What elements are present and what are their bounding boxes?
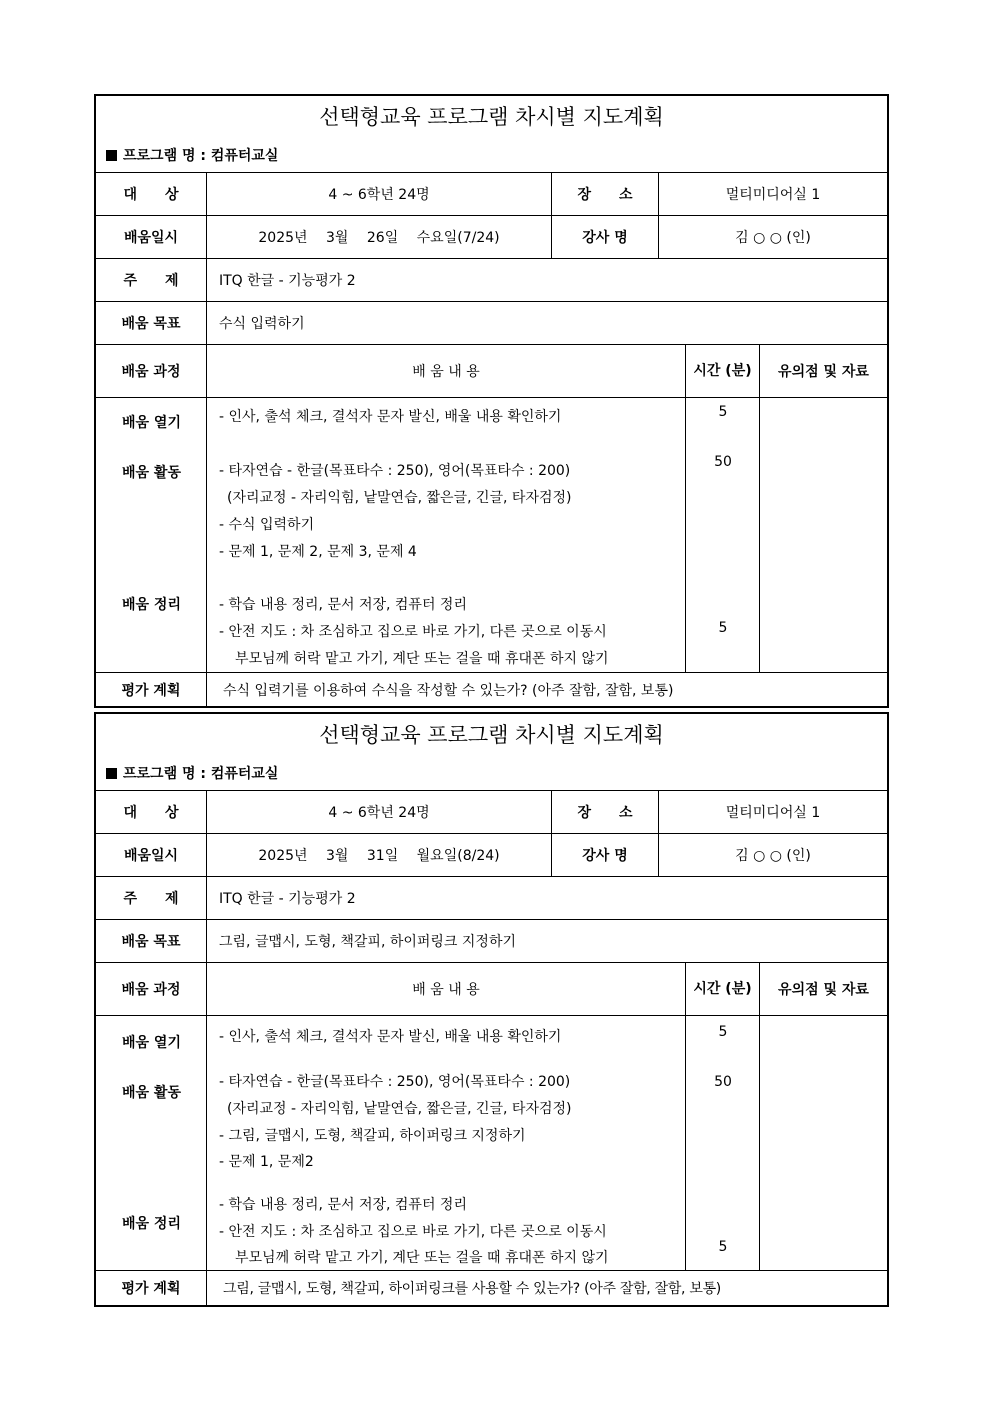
content-line: - 인사, 출석 체크, 결석자 문자 발신, 배울 내용 확인하기 — [219, 409, 562, 425]
date-row — [96, 216, 887, 259]
teacher-label: 강사 명 — [551, 834, 658, 876]
lesson-plan-1 — [94, 94, 889, 708]
minute-activity: 50 — [714, 1074, 732, 1090]
content-line: 부모님께 허락 맡고 가기, 계단 또는 걸을 때 휴대폰 하지 않기 — [235, 1250, 609, 1266]
plan-title: 선택형교육 프로그램 차시별 지도계획 — [319, 723, 664, 747]
stage-activity-label: 배움 활동 — [122, 465, 181, 481]
minute-open: 5 — [718, 404, 728, 420]
content-line: - 안전 지도 : 차 조심하고 집으로 바로 가기, 다른 곳으로 이동시 — [219, 624, 607, 640]
date-row — [96, 834, 887, 877]
square-bullet-icon — [106, 768, 117, 779]
target-value: 4 ~ 6학년 24명 — [328, 187, 430, 203]
stage-open-label: 배움 열기 — [122, 1035, 181, 1051]
time-header: 시간 (분) — [685, 963, 759, 1015]
square-bullet-icon — [106, 150, 117, 161]
content-line: - 학습 내용 정리, 문서 저장, 컴퓨터 정리 — [219, 1197, 467, 1213]
stage-column — [96, 398, 207, 672]
time-column — [685, 1016, 759, 1270]
teacher-value: 김 ○ ○ (인) — [658, 216, 887, 258]
notes-column — [759, 1016, 887, 1270]
place-value: 멀티미디어실 1 — [658, 173, 887, 215]
eval-label: 평가 계획 — [96, 673, 207, 706]
content-line: - 수식 입력하기 — [219, 517, 315, 533]
content-line: - 그림, 글맵시, 도형, 책갈피, 하이퍼링크 지정하기 — [219, 1128, 526, 1144]
goal-value: 수식 입력하기 — [219, 316, 305, 332]
content-body-row — [96, 398, 887, 673]
content-line: - 안전 지도 : 차 조심하고 집으로 바로 가기, 다른 곳으로 이동시 — [219, 1224, 607, 1240]
goal-label: 배움 목표 — [96, 920, 207, 962]
teacher-label: 강사 명 — [551, 216, 658, 258]
target-row — [96, 173, 887, 216]
topic-row — [96, 877, 887, 920]
topic-label: 주 제 — [96, 877, 207, 919]
process-header: 배움 과정 — [96, 345, 207, 397]
topic-label: 주 제 — [96, 259, 207, 301]
date-label: 배움일시 — [96, 216, 207, 258]
goal-row — [96, 302, 887, 345]
time-header: 시간 (분) — [685, 345, 759, 397]
target-label: 대 상 — [96, 791, 207, 833]
lesson-plan-2 — [94, 712, 889, 1307]
eval-row — [96, 1271, 887, 1305]
content-line: - 학습 내용 정리, 문서 저장, 컴퓨터 정리 — [219, 597, 467, 613]
topic-value: ITQ 한글 - 기능평가 2 — [219, 891, 356, 907]
place-label: 장 소 — [551, 173, 658, 215]
minute-open: 5 — [718, 1024, 728, 1040]
program-name-line: 프로그램 명 : 컴퓨터교실 — [96, 758, 887, 791]
minute-activity: 50 — [714, 454, 732, 470]
content-body-row — [96, 1016, 887, 1271]
stage-column — [96, 1016, 207, 1270]
notes-header: 유의점 및 자료 — [759, 963, 887, 1015]
date-label: 배움일시 — [96, 834, 207, 876]
date-value: 2025년 3월 31일 월요일(8/24) — [258, 848, 500, 864]
program-name-line: 프로그램 명 : 컴퓨터교실 — [96, 140, 887, 173]
goal-value: 그림, 글맵시, 도형, 책갈피, 하이퍼링크 지정하기 — [219, 934, 517, 950]
target-label: 대 상 — [96, 173, 207, 215]
eval-value: 그림, 글맵시, 도형, 책갈피, 하이퍼링크를 사용할 수 있는가? (아주 잘함, 잘함, 보통) — [223, 1281, 721, 1297]
content-line: - 인사, 출석 체크, 결석자 문자 발신, 배울 내용 확인하기 — [219, 1029, 562, 1045]
goal-row — [96, 920, 887, 963]
date-value: 2025년 3월 26일 수요일(7/24) — [258, 230, 500, 246]
content-header: 배 움 내 용 — [412, 982, 480, 998]
minute-close: 5 — [718, 1239, 728, 1255]
target-row — [96, 791, 887, 834]
stage-open-label: 배움 열기 — [122, 415, 181, 431]
plan-title: 선택형교육 프로그램 차시별 지도계획 — [319, 105, 664, 129]
content-line: - 타자연습 - 한글(목표타수 : 250), 영어(목표타수 : 200) — [219, 1074, 571, 1090]
eval-value: 수식 입력기를 이용하여 수식을 작성할 수 있는가? (아주 잘함, 잘함, 보통) — [223, 682, 674, 699]
content-header-row — [96, 345, 887, 398]
stage-close-label: 배움 정리 — [122, 1216, 181, 1232]
time-column — [685, 398, 759, 672]
content-header: 배 움 내 용 — [412, 364, 480, 380]
content-line: (자리교정 - 자리익힘, 낱말연습, 짧은글, 긴글, 타자검정) — [227, 1101, 572, 1117]
content-line: 부모님께 허락 맡고 가기, 계단 또는 걸을 때 휴대폰 하지 않기 — [235, 651, 609, 667]
target-value: 4 ~ 6학년 24명 — [328, 805, 430, 821]
content-line: - 문제 1, 문제 2, 문제 3, 문제 4 — [219, 544, 417, 560]
eval-row — [96, 673, 887, 706]
teacher-value: 김 ○ ○ (인) — [658, 834, 887, 876]
content-column — [207, 1016, 685, 1270]
minute-close: 5 — [718, 620, 728, 636]
eval-label: 평가 계획 — [96, 1271, 207, 1305]
stage-close-label: 배움 정리 — [122, 597, 181, 613]
stage-activity-label: 배움 활동 — [122, 1085, 181, 1101]
goal-label: 배움 목표 — [96, 302, 207, 344]
content-header-row — [96, 963, 887, 1016]
content-line: - 문제 1, 문제2 — [219, 1154, 314, 1170]
notes-column — [759, 398, 887, 672]
process-header: 배움 과정 — [96, 963, 207, 1015]
place-value: 멀티미디어실 1 — [658, 791, 887, 833]
content-column — [207, 398, 685, 672]
content-line: (자리교정 - 자리익힘, 낱말연습, 짧은글, 긴글, 타자검정) — [227, 490, 572, 506]
topic-row — [96, 259, 887, 302]
notes-header: 유의점 및 자료 — [759, 345, 887, 397]
content-line: - 타자연습 - 한글(목표타수 : 250), 영어(목표타수 : 200) — [219, 463, 571, 479]
place-label: 장 소 — [551, 791, 658, 833]
topic-value: ITQ 한글 - 기능평가 2 — [219, 273, 356, 289]
